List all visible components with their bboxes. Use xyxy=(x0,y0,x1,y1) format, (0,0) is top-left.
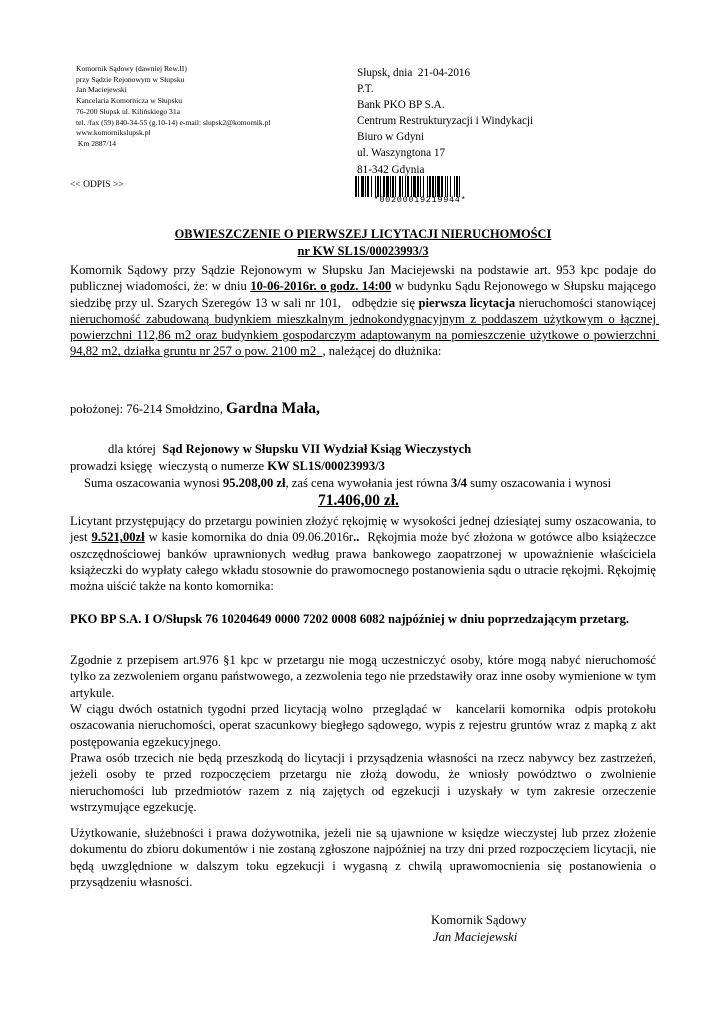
intro-text: Komornik Sądowy przy Sądzie Rejonowym w Słupsku Jan Maciejewski na podstawie art. 953 kpc podaje do publicznej wiadomości, że: w dniu xyxy=(70,263,656,294)
deposit-paragraph xyxy=(70,513,660,594)
property-description: nieruchomość zabudowaną budynkiem mieszkalnym jednokondygnacyjnym z poddaszem użytkowym o łącznej powierzchni 112,86 m2 oraz budynkiem gospodarczym adaptowanym na pomieszczenie użytkowe o powierzchni 94,82 m2, działka gruntu nr 257 o pow. 2100 m2 xyxy=(70,311,660,359)
kw-line xyxy=(70,458,656,474)
sender-line: www.komornikslupsk.pl xyxy=(76,128,151,138)
paragraph-eligibility: Zgodnie z przepisem art.976 §1 kpc w przetargu nie mogą uczestniczyć osoby, które mogą nabyć nieruchomość tylko za zezwoleniem organu państwowego, a zezwolenia tego nie przedstawiły oraz inne osoby wymienione w tym artykule. xyxy=(70,653,656,700)
intro-paragraph xyxy=(70,262,660,360)
barcode xyxy=(355,176,485,206)
court-prefix: dla której xyxy=(108,442,163,456)
deposit-text: Rękojmia może być złożona w gotówce albo książeczce oszczędnościowej banków uprawnionych według prawa bankowego zaopatrzonej w upoważnienie właściciela książeczki do wypłaty całego wkładu stosownie do prawomocnego postanowienia sądu o utracie rękojmi. Rękojmię można uiścić także na konto komornika: xyxy=(70,530,660,594)
title-line-1: OBWIESZCZENIE O PIERWSZEJ LICYTACJI NIERUCHOMOŚCI xyxy=(174,227,552,241)
paragraph-inspection: W ciągu dwóch ostatnich tygodni przed licytacją wolno przeglądać w kancelarii komornika odpis protokołu oszacowania nieruchomości, operat szacunkowy biegłego sądowego, wypis z rejestru gruntów wraz z mapką z akt postępowania egzekucyjnego. xyxy=(70,702,660,749)
intro-text: , należącej do dłużnika: xyxy=(322,344,442,359)
valuation-text: Suma oszacowania wynosi xyxy=(84,476,223,490)
sender-line: tel. /fax (59) 840-34-55 (g.10-14) e-mail: slupsk2@komornik.pl xyxy=(76,117,271,127)
intro-text: w budynku Sądu Rejonowego w Słupsku mającego siedzibę przy ul. Szarych Szeregów 13 w sali nr 101, odbędzie się xyxy=(70,279,660,310)
deposit-amount: 9.521,00zł xyxy=(91,530,145,545)
case-number: Km 2887/14 xyxy=(76,138,117,148)
barcode-bars xyxy=(355,176,485,197)
auction-date: 10-06-2016r. o godz. 14:00 xyxy=(250,279,392,294)
deposit-text: .. xyxy=(353,530,360,545)
valuation-text: , zaś cena wywołania jest równa xyxy=(285,476,451,490)
barcode-number: *00200019219944* xyxy=(373,195,467,205)
recipient-line: ul. Waszyngtona 17 xyxy=(357,147,446,160)
valuation-sum: 95.208,00 zł xyxy=(222,476,286,490)
paragraph-easements: Użytkowanie, służebności i prawa dożywotnika, jeżeli nie są ujawnione w księdze wieczystej lub przez złożenie dokumentu do zbioru dokumentów i nie zostaną zgłoszone najpóźniej na trzy dni przed rozpoczęciem licytacji, nie będą uwzględnione w dalszym toku egzekucji i wygasną z chwilą uprawomocnienia się postanowienia o przysądzeniu własności. xyxy=(70,826,656,889)
court-line xyxy=(108,441,668,457)
intro-text: nieruchomości stanowiącej xyxy=(515,295,657,310)
valuation-text: sumy oszacowania i wynosi xyxy=(466,476,612,490)
first-auction-label: pierwsza licytacja xyxy=(418,295,516,310)
paragraph-third-party: Prawa osób trzecich nie będą przeszkodą do licytacji i przysądzenia własności na rzecz nabywcy bez zastrzeżeń, jeżeli osoby te przed rozpoczęciem przetargu nie złożą dowodu, że wniosły powództwo o zwolnienie nieruchomości lub przedmiotów razem z nią zajętych od egzekucji i uzyskały w tym zakresie orzeczenie wstrzymujące egzekucję. xyxy=(70,751,656,814)
deposit-text: w kasie komornika do dnia 09.06.2016r xyxy=(144,530,354,545)
recipient-line: Bank PKO BP S.A. xyxy=(357,99,445,112)
sender-line: Komornik Sądowy (dawniej Rew.II) xyxy=(76,64,187,73)
sender-block xyxy=(76,64,346,150)
court-name: Sąd Rejonowy w Słupsku VII Wydział Ksiąg Wieczystych xyxy=(162,442,472,456)
kw-prefix: prowadzi księgę wieczystą o numerze xyxy=(70,459,268,473)
location-place: Gardna Mała, xyxy=(226,400,320,417)
location-prefix: położonej: 76-214 Smołdzino, xyxy=(70,402,227,416)
sender-line: przy Sądzie Rejonowym w Słupsku xyxy=(76,74,185,84)
signature-name: Jan Maciejewski xyxy=(433,930,518,944)
bank-account: PKO BP S.A. I O/Słupsk 76 10204649 0000 7202 0008 6082 najpóźniej w dniu poprzedzającym przetarg. xyxy=(70,612,630,626)
deposit-text: Licytant przystępujący do przetargu powinien złożyć rękojmię w wysokości jednej dziesiątej sumy oszacowania, to jest xyxy=(70,514,656,545)
sender-line: Jan Maciejewski xyxy=(76,85,127,95)
recipient-block xyxy=(357,65,687,178)
sender-line: Kancelaria Komornicza w Słupsku xyxy=(76,96,183,106)
recipient-line: Centrum Restrukturyzacji i Windykacji xyxy=(357,115,534,128)
starting-price: 71.406,00 zł. xyxy=(318,492,399,509)
page-title xyxy=(70,226,656,242)
kw-number: KW SL1S/00023993/3 xyxy=(267,459,385,473)
date-line: Słupsk, dnia 21-04-2016 xyxy=(357,67,471,79)
recipient-line: 81-342 Gdynia xyxy=(357,163,425,176)
valuation-line xyxy=(84,475,664,491)
page-subtitle xyxy=(70,243,656,259)
signature-block xyxy=(431,912,527,946)
signature-title: Komornik Sądowy xyxy=(431,913,527,927)
barcode-bar xyxy=(460,176,462,197)
title-line-2: nr KW SL1S/00023993/3 xyxy=(297,244,429,258)
copy-mark: << ODPIS >> xyxy=(70,180,124,190)
sender-line: 76-200 Słupsk ul. Kilińskiego 31a xyxy=(76,106,180,116)
valuation-fraction: 3/4 xyxy=(450,476,467,490)
recipient-line: P.T. xyxy=(357,83,374,96)
location-line xyxy=(70,401,656,417)
recipient-line: Biuro w Gdyni xyxy=(357,131,425,144)
